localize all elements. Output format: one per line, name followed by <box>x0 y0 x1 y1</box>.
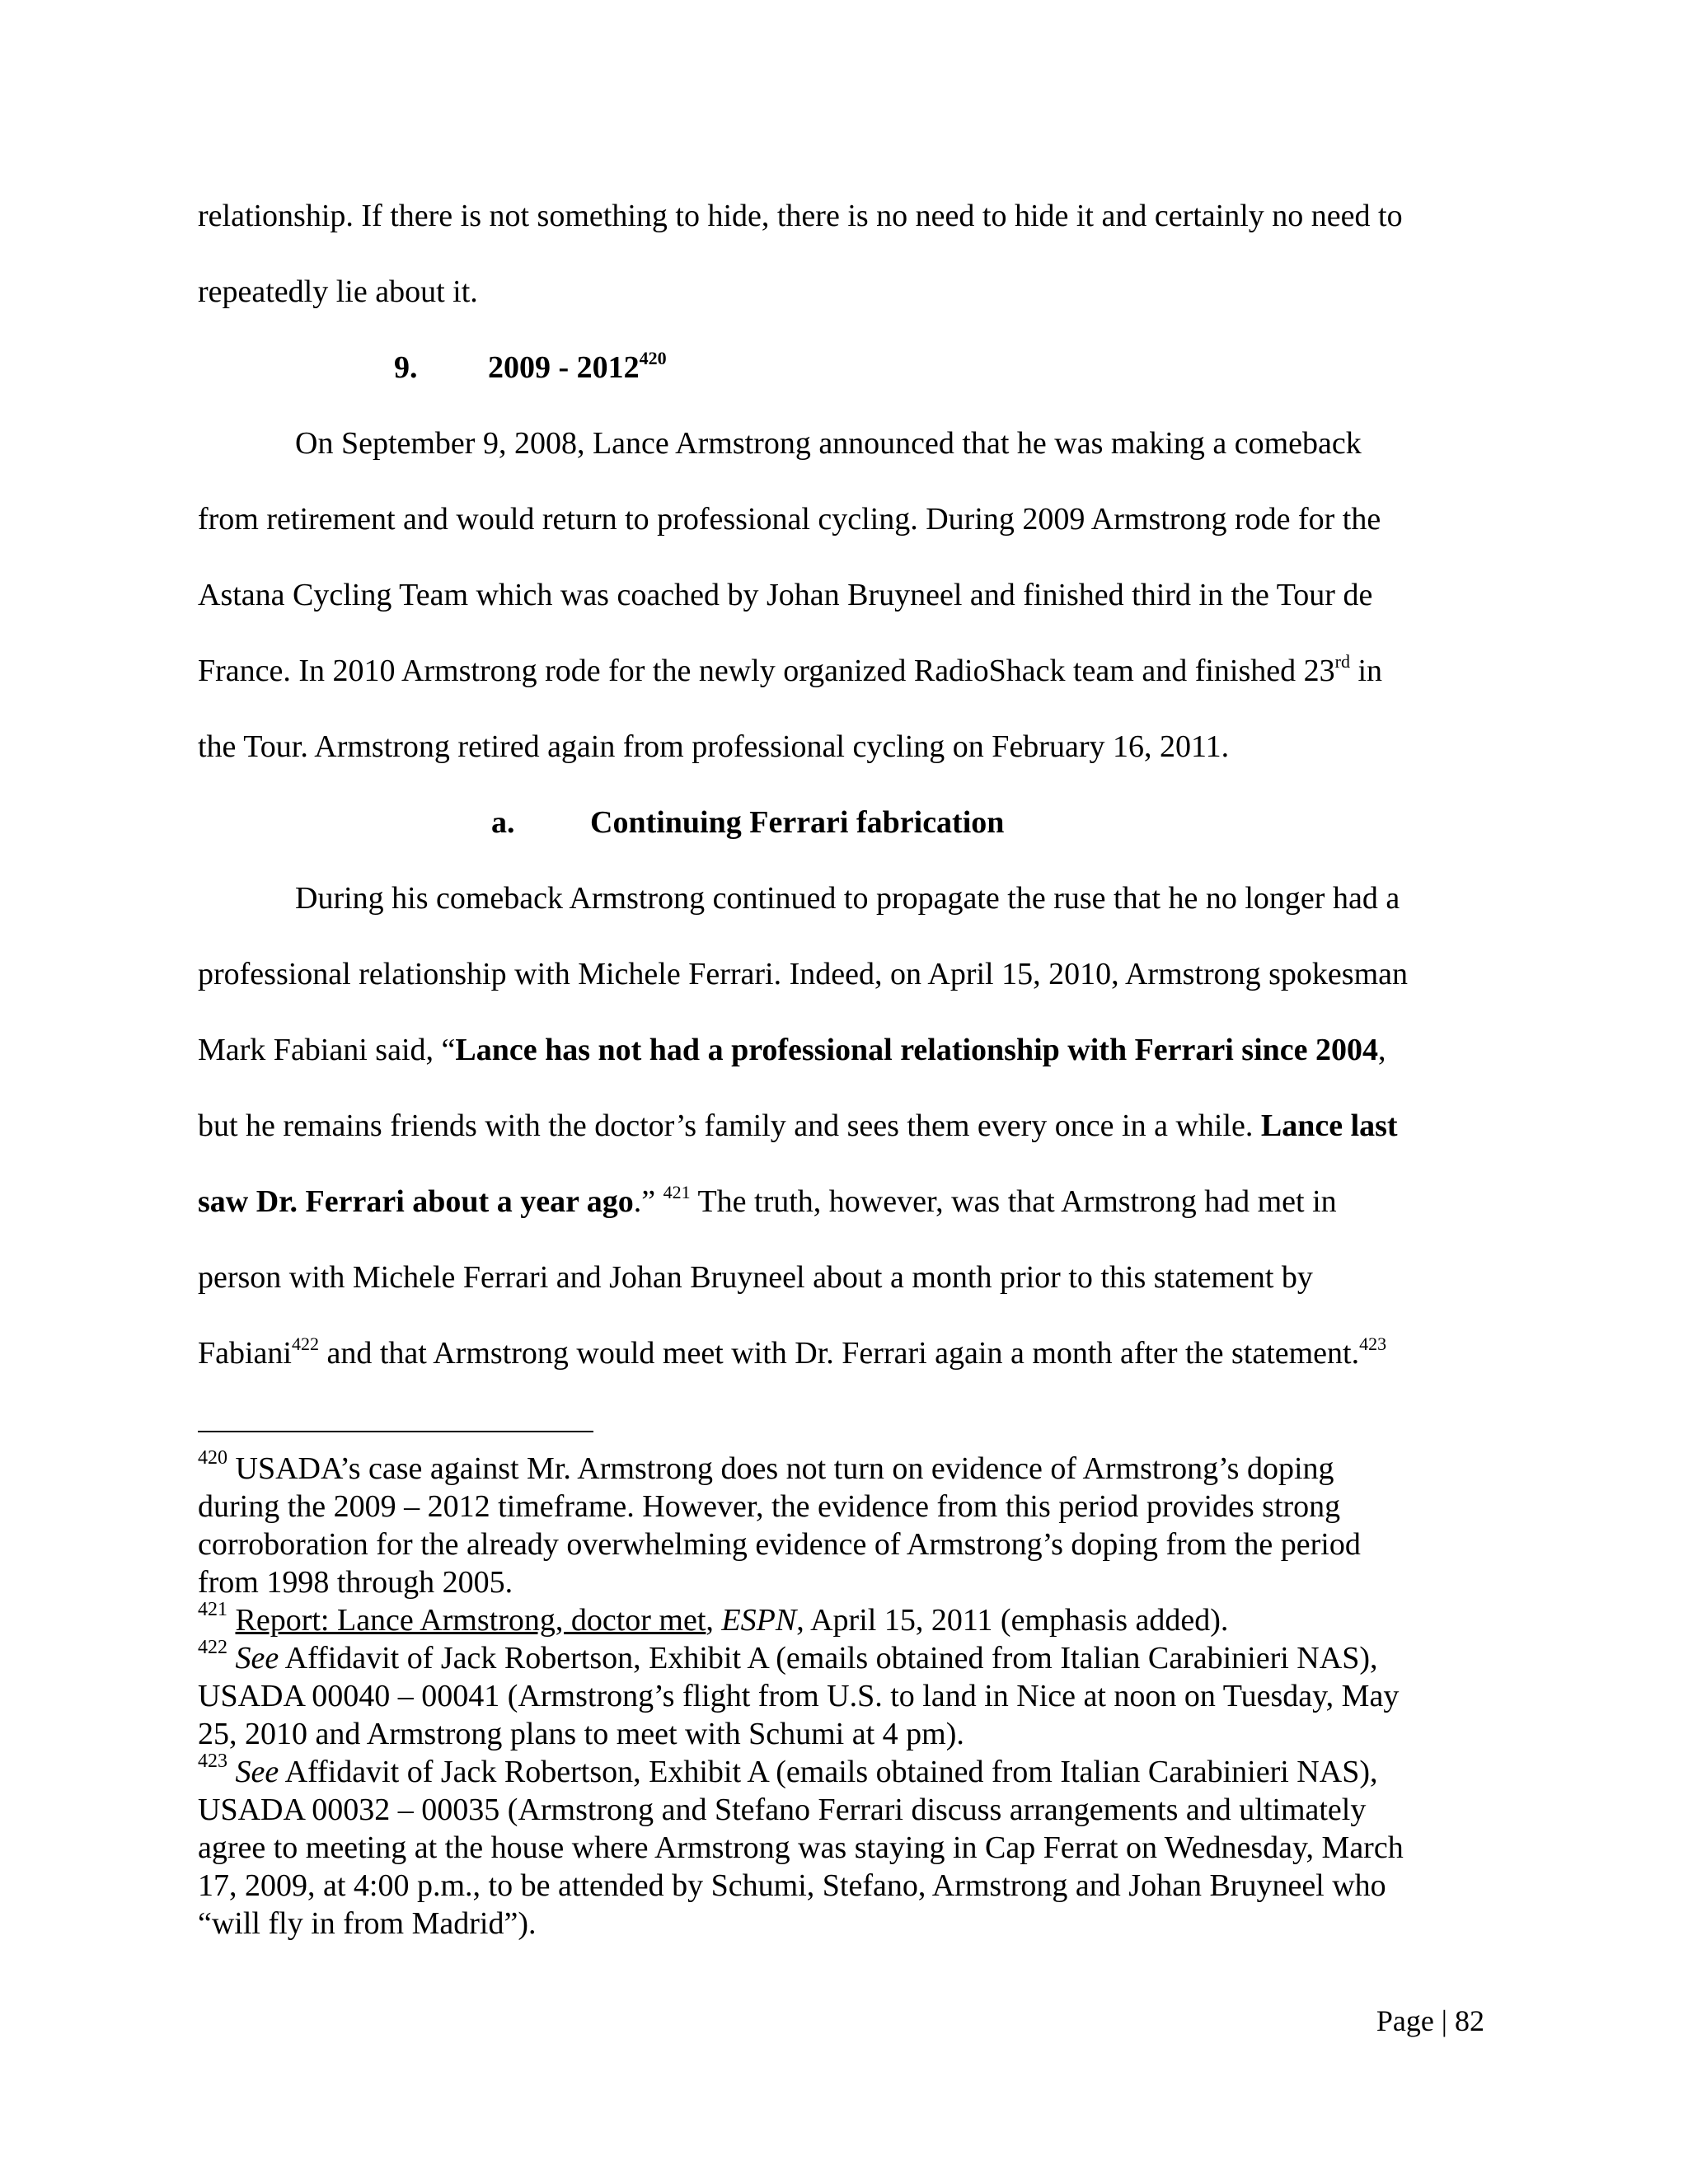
section-title: 2009 - 2012 <box>488 350 640 385</box>
footnote-ref-422[interactable]: 422 <box>291 1333 319 1355</box>
body-text-line: repeatedly lie about it. <box>198 274 478 309</box>
footnote-line: during the 2009 – 2012 timeframe. However, the evidence from this period provides strong <box>198 1489 1341 1524</box>
footnote-line: USADA 00032 – 00035 (Armstrong and Stefano Ferrari discuss arrangements and ultimately <box>198 1793 1367 1827</box>
footnote-number: 421 <box>198 1599 227 1621</box>
page-number: Page | 82 <box>1376 2004 1484 2037</box>
section-title-9 <box>488 349 667 386</box>
text-span: France. In 2010 Armstrong rode for the newly organized RadioShack team and finished 23 <box>198 654 1335 688</box>
section-number: 9. <box>394 350 418 385</box>
footnote-line: from 1998 through 2005. <box>198 1565 513 1600</box>
body-text-line: professional relationship with Michele Ferrari. Indeed, on April 15, 2010, Armstrong spokesman <box>198 957 1409 991</box>
text-span: Affidavit of Jack Robertson, Exhibit A (emails obtained from Italian Carabinieri NAS), <box>279 1755 1378 1789</box>
text-span: in <box>1349 654 1383 688</box>
emphasis-quote: Lance has not had a professional relationship with Ferrari since 2004 <box>455 1033 1379 1067</box>
footnote-separator <box>198 1431 593 1432</box>
body-text-line: from retirement and would return to professional cycling. During 2009 Armstrong rode for the <box>198 502 1381 537</box>
footnote-number: 422 <box>198 1637 227 1659</box>
section-heading-9 <box>394 349 418 386</box>
body-text-line: During his comeback Armstrong continued to propagate the ruse that he no longer had a <box>295 881 1400 916</box>
text-span: , April 15, 2011 (emphasis added). <box>796 1603 1229 1638</box>
text-span: .” <box>633 1184 663 1219</box>
source-name: ESPN <box>721 1603 797 1638</box>
text-span: but he remains friends with the doctor’s family and sees them every once in a while. <box>198 1108 1261 1143</box>
footnote-ref-423[interactable]: 423 <box>1359 1333 1387 1355</box>
body-text-line: the Tour. Armstrong retired again from professional cycling on February 16, 2011. <box>198 729 1230 764</box>
body-text-line <box>198 1335 1386 1371</box>
text-span: The truth, however, was that Armstrong had met in <box>690 1184 1337 1219</box>
ordinal-suffix: rd <box>1334 651 1350 673</box>
body-text-line: Astana Cycling Team which was coached by Johan Bruyneel and finished third in the Tour de <box>198 578 1373 612</box>
body-text-line: relationship. If there is not something to hide, there is no need to hide it and certainly no need to <box>198 199 1403 233</box>
footnote-422 <box>198 1637 1378 1676</box>
body-text-line: person with Michele Ferrari and Johan Bruyneel about a month prior to this statement by <box>198 1260 1313 1295</box>
signal-word: See <box>235 1755 279 1789</box>
body-text-line <box>198 1032 1386 1068</box>
footnote-line: “will fly in from Madrid”). <box>198 1906 537 1941</box>
emphasis-quote: saw Dr. Ferrari about a year ago <box>198 1184 634 1219</box>
subsection-title-a: Continuing Ferrari fabrication <box>590 805 1005 840</box>
footnote-number: 420 <box>198 1447 227 1469</box>
text-span: Fabiani <box>198 1336 292 1371</box>
footnote-line: corroboration for the already overwhelming evidence of Armstrong’s doping from the period <box>198 1527 1361 1562</box>
footnote-421 <box>198 1599 1229 1638</box>
text-span: Affidavit of Jack Robertson, Exhibit A (emails obtained from Italian Carabinieri NAS), <box>279 1641 1378 1675</box>
body-text-line <box>198 1108 1398 1144</box>
text-span: , <box>706 1603 722 1638</box>
signal-word: See <box>235 1641 279 1675</box>
text-span: USADA’s case against Mr. Armstrong does not turn on evidence of Armstrong’s doping <box>227 1451 1334 1486</box>
footnote-line: agree to meeting at the house where Armstrong was staying in Cap Ferrat on Wednesday, March <box>198 1830 1404 1865</box>
subsection-letter-a: a. <box>491 805 515 840</box>
footnote-420 <box>198 1447 1334 1487</box>
footnote-line: 17, 2009, at 4:00 p.m., to be attended by Schumi, Stefano, Armstrong and Johan Bruyneel who <box>198 1868 1386 1903</box>
footnote-line: USADA 00040 – 00041 (Armstrong’s flight from U.S. to land in Nice at noon on Tuesday, May <box>198 1679 1400 1713</box>
text-span: Mark Fabiani said, “ <box>198 1033 456 1067</box>
text-span: , <box>1378 1033 1386 1067</box>
body-text-line <box>198 1183 1337 1220</box>
footnote-ref-421[interactable]: 421 <box>663 1182 691 1203</box>
footnote-ref-420[interactable]: 420 <box>639 348 667 369</box>
emphasis-quote: Lance last <box>1260 1108 1398 1143</box>
citation-link[interactable]: Report: Lance Armstrong, doctor met <box>235 1603 706 1638</box>
footnote-line: 25, 2010 and Armstrong plans to meet with Schumi at 4 pm). <box>198 1717 964 1751</box>
footnote-number: 423 <box>198 1750 227 1773</box>
text-span: and that Armstrong would meet with Dr. Ferrari again a month after the statement. <box>318 1336 1360 1371</box>
body-text-line <box>198 653 1382 689</box>
footnote-423 <box>198 1750 1378 1790</box>
body-text-line: On September 9, 2008, Lance Armstrong announced that he was making a comeback <box>295 426 1362 461</box>
